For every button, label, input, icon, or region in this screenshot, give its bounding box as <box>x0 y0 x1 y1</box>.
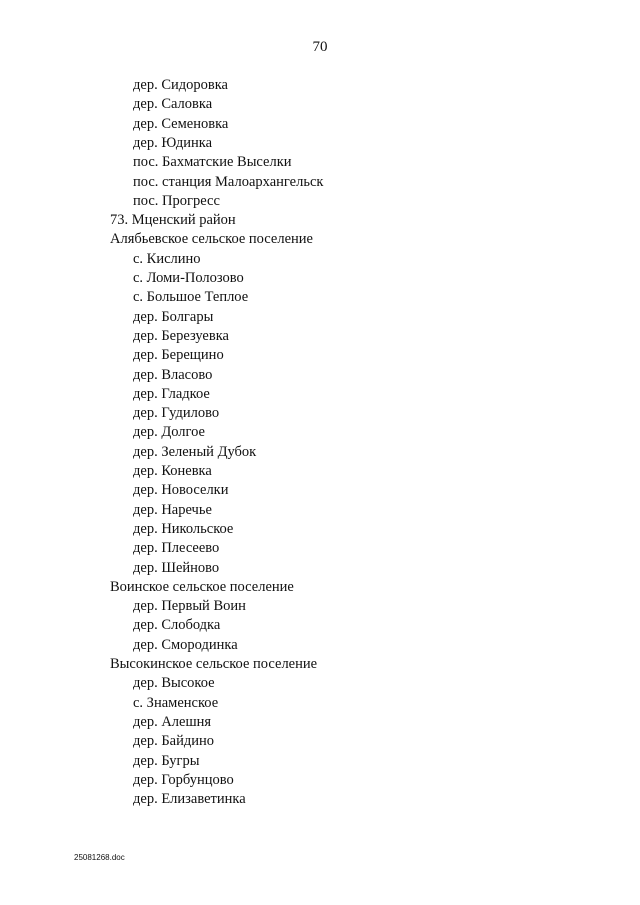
list-item: дер. Гудилово <box>133 405 220 422</box>
list-item: дер. Байдино <box>133 733 214 750</box>
list-item: дер. Зеленый Дубок <box>133 443 257 460</box>
list-item: пос. Бахматские Выселки <box>133 154 292 171</box>
settlement-heading: Алябьевское сельское поселение <box>110 231 313 248</box>
list-item: дер. Слободка <box>133 617 221 634</box>
list-item: с. Кислино <box>133 250 201 267</box>
list-item: дер. Юдинка <box>133 134 213 151</box>
list-item: дер. Смородинка <box>133 636 238 653</box>
list-item: дер. Сидоровка <box>133 77 228 93</box>
list-item: дер. Гладкое <box>133 385 210 402</box>
list-item: дер. Саловка <box>133 96 213 113</box>
list-item: дер. Плесеево <box>133 540 220 557</box>
list-item: с. Большое Теплое <box>133 289 249 306</box>
settlement-heading: Воинское сельское поселение <box>110 578 294 595</box>
list-item: дер. Высокое <box>133 675 215 692</box>
list-item: дер. Берещино <box>133 347 224 364</box>
list-item: дер. Бугры <box>133 752 200 769</box>
page-number: 70 <box>312 39 328 55</box>
list-item: дер. Березуевка <box>133 327 229 344</box>
list-item: дер. Семеновка <box>133 115 229 132</box>
list-item: дер. Наречье <box>133 501 212 518</box>
list-item: дер. Первый Воин <box>133 598 246 615</box>
list-item: с. Знаменское <box>133 694 219 711</box>
list-item: дер. Болгары <box>133 308 214 325</box>
list-item: дер. Шейново <box>133 559 220 576</box>
list-item: дер. Коневка <box>133 463 212 479</box>
list-item: дер. Новоселки <box>133 482 229 499</box>
list-item: дер. Власово <box>133 366 213 383</box>
list-item: дер. Алешня <box>133 713 212 730</box>
list-item: пос. станция Малоархангельск <box>133 173 324 190</box>
list-item: дер. Елизаветинка <box>133 791 246 808</box>
district-heading: 73. Мценский район <box>110 212 236 229</box>
list-item: дер. Никольское <box>133 520 234 537</box>
list-item: с. Ломи-Полозово <box>133 270 244 286</box>
settlement-heading: Высокинское сельское поселение <box>110 656 318 672</box>
list-item: дер. Долгое <box>133 424 205 441</box>
file-name-footer: 25081268.doc <box>74 853 125 862</box>
list-item: дер. Горбунцово <box>133 771 234 788</box>
list-item: пос. Прогресс <box>133 192 220 209</box>
